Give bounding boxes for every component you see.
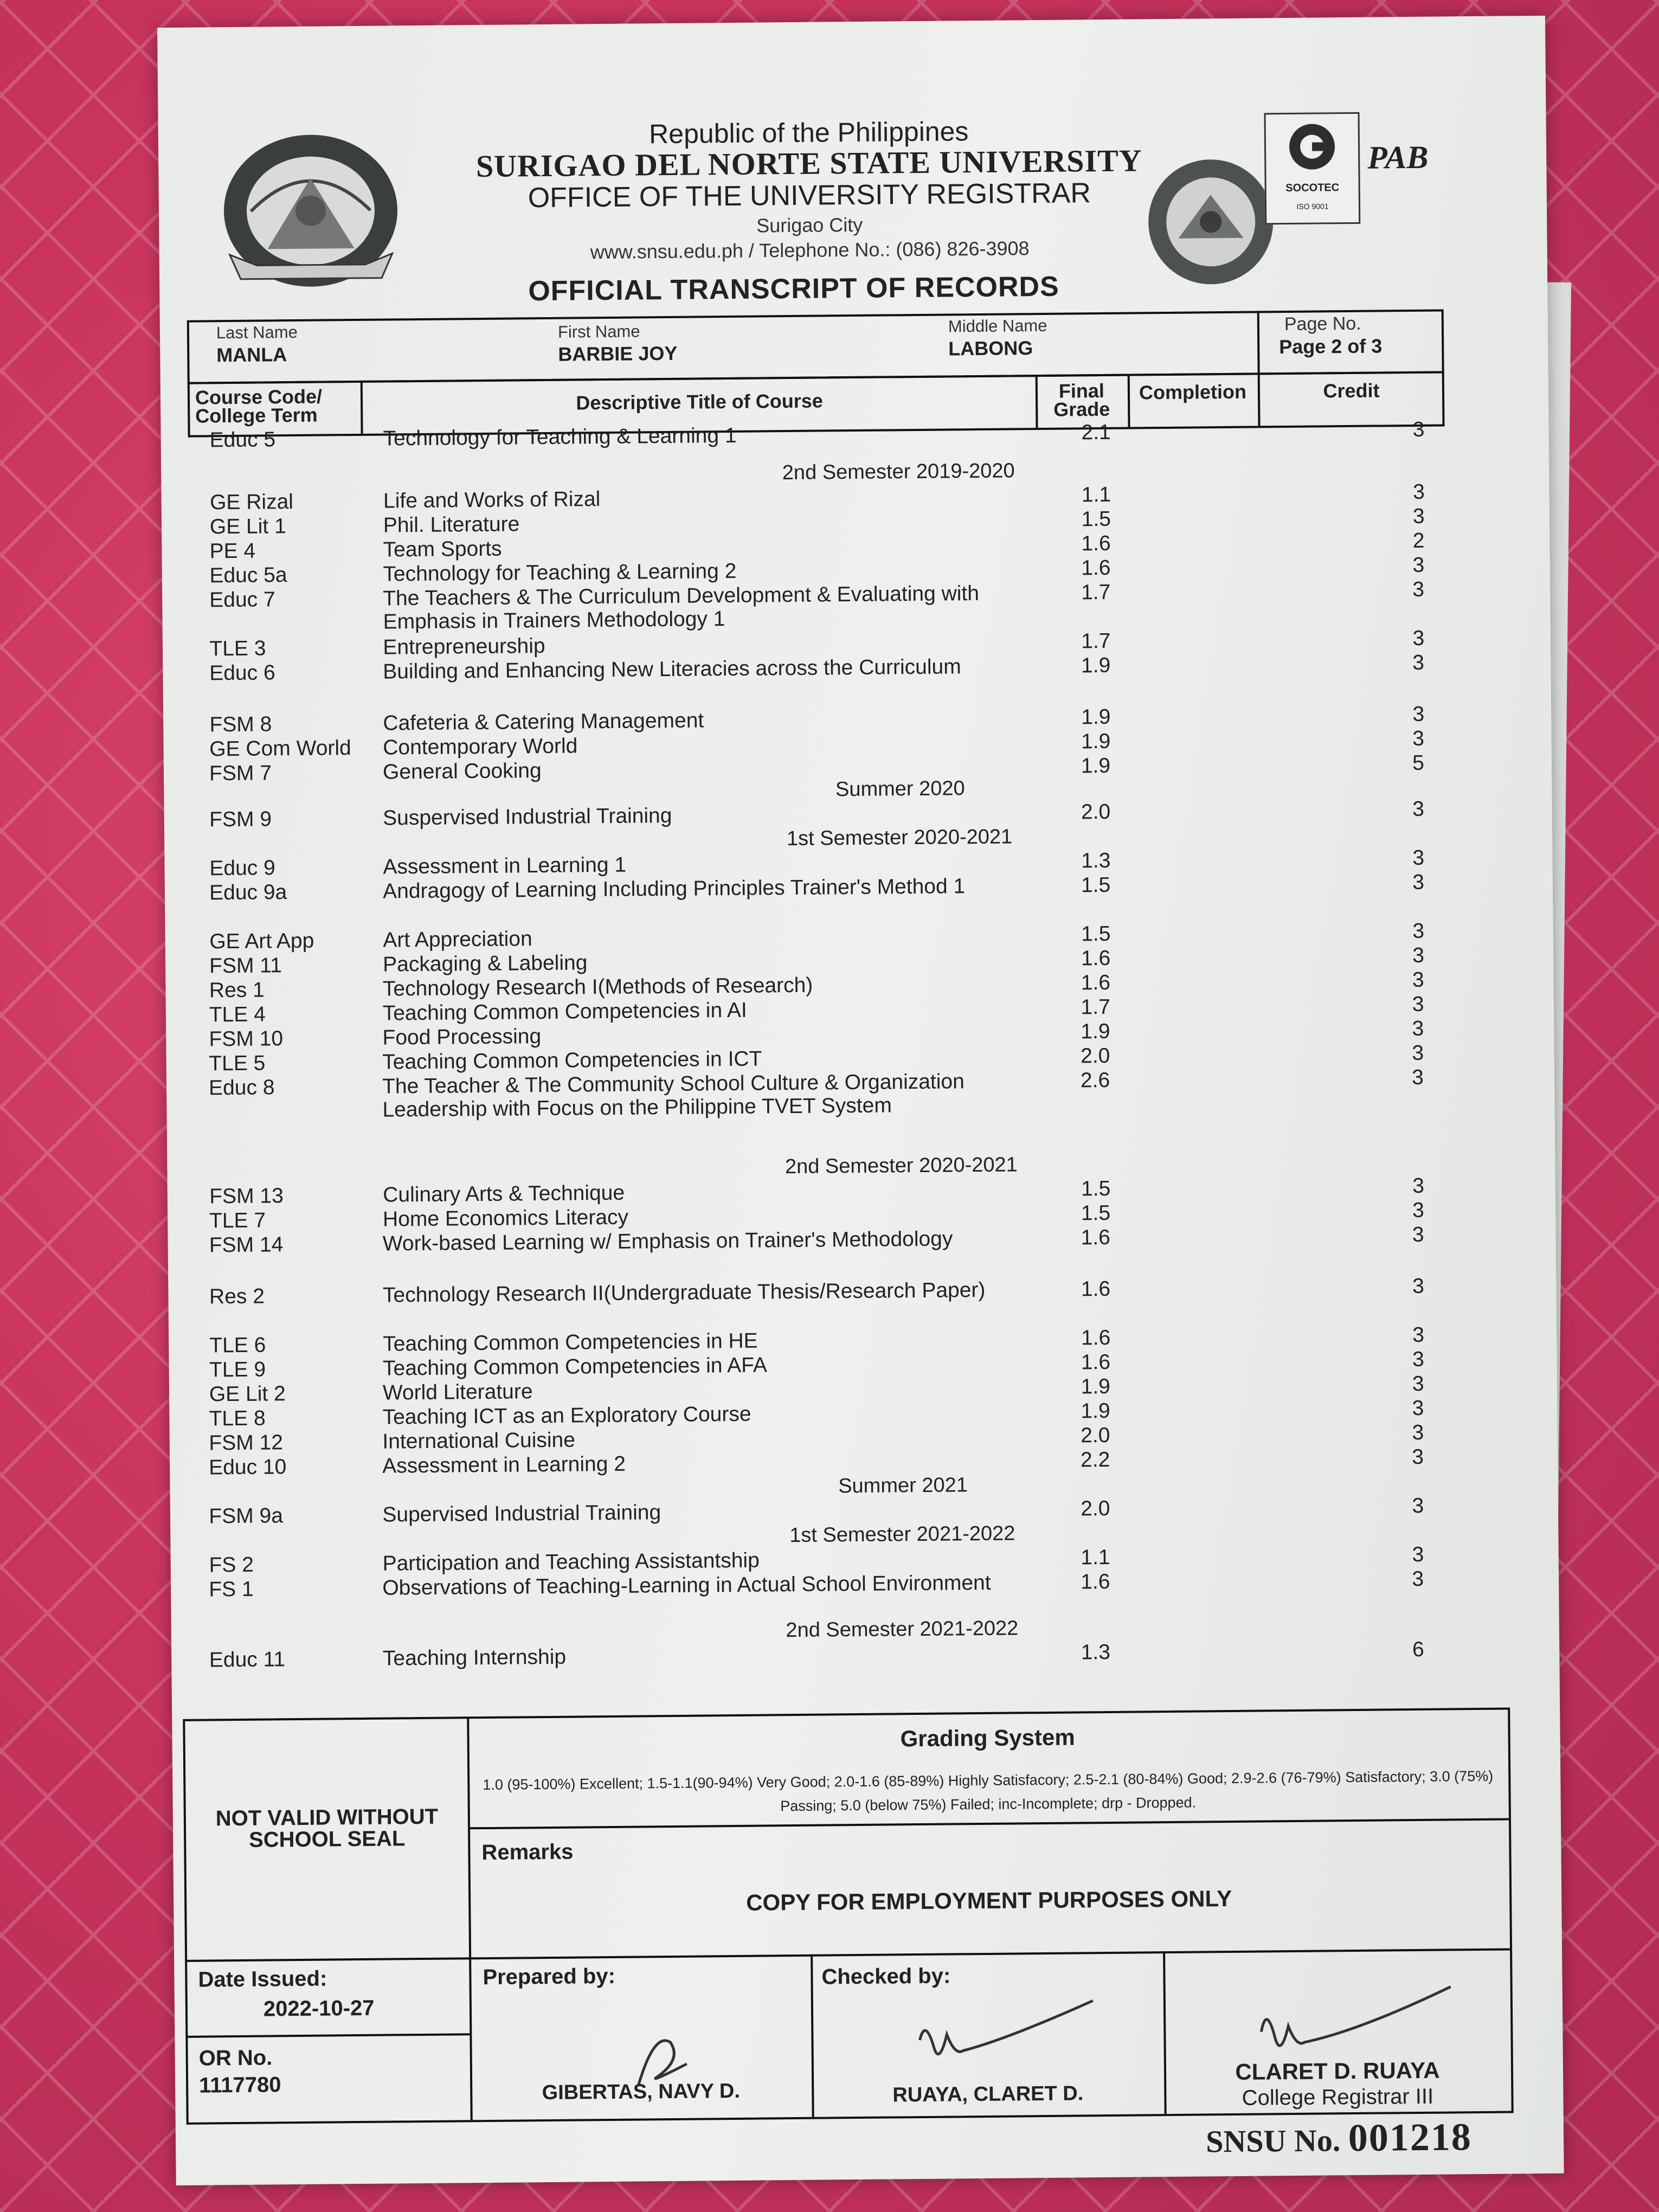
course-code: Educ 5 xyxy=(209,428,276,452)
course-code: PE 4 xyxy=(209,539,256,563)
last-name-label: Last Name xyxy=(216,322,298,343)
socotec-label: SOCOTEC xyxy=(1285,182,1340,195)
university-logo xyxy=(213,128,409,298)
course-code: FSM 11 xyxy=(209,954,282,978)
checked-signature-icon xyxy=(909,1995,1104,2084)
course-code: TLE 4 xyxy=(209,1002,266,1027)
registrar-signature-icon xyxy=(1250,1981,1457,2069)
final-grade: 1.9 xyxy=(1081,754,1111,778)
col-completion: Completion xyxy=(1139,380,1247,404)
course-title: Assessment in Learning 2 xyxy=(382,1452,626,1478)
course-code: FSM 9 xyxy=(209,807,272,832)
term-heading: 2nd Semester 2021-2022 xyxy=(786,1617,1019,1642)
course-title: Technology for Teaching & Learning 2 xyxy=(383,559,737,586)
course-title: Work-based Learning w/ Emphasis on Trainer's Methodology xyxy=(382,1227,953,1256)
credit: 3 xyxy=(1412,919,1425,943)
republic-line: Republic of the Philippines xyxy=(648,116,969,150)
course-code: Educ 6 xyxy=(209,661,275,685)
course-code: TLE 3 xyxy=(209,636,266,661)
snsu-label: SNSU No. xyxy=(1205,2123,1341,2159)
not-valid-notice: NOT VALID WITHOUT SCHOOL SEAL xyxy=(215,1804,439,1852)
course-title: Technology Research II(Undergraduate Thesis/Research Paper) xyxy=(382,1278,986,1307)
course-title: Observations of Teaching-Learning in Actual School Environment xyxy=(382,1571,991,1600)
date-issued-label: Date Issued: xyxy=(198,1966,327,1992)
final-grade: 1.6 xyxy=(1081,970,1111,995)
course-title: General Cooking xyxy=(382,759,542,784)
middle-name-label: Middle Name xyxy=(948,316,1047,336)
first-name-label: First Name xyxy=(557,321,640,342)
term-heading: 1st Semester 2020-2021 xyxy=(786,825,1013,851)
date-issued: 2022-10-27 xyxy=(263,1996,375,2021)
credit: 3 xyxy=(1412,726,1425,751)
course-title: Teaching Common Competencies in AI xyxy=(382,998,747,1025)
registrar-title: College Registrar III xyxy=(1242,2084,1434,2110)
credit: 3 xyxy=(1412,1567,1424,1591)
page-no-label: Page No. xyxy=(1284,313,1361,335)
contact-line: www.snsu.edu.ph / Telephone No.: (086) 826-3908 xyxy=(590,237,1030,263)
final-grade: 2.0 xyxy=(1080,1044,1110,1068)
course-title: Building and Enhancing New Literacies across the Curriculum xyxy=(383,655,961,684)
credit: 3 xyxy=(1412,1017,1424,1041)
course-code: FSM 10 xyxy=(209,1027,284,1051)
credit: 3 xyxy=(1412,504,1425,528)
final-grade: 2.0 xyxy=(1081,1496,1110,1521)
course-code: GE Art App xyxy=(209,929,314,954)
final-grade: 1.9 xyxy=(1081,729,1111,754)
socotec-certification xyxy=(1264,112,1360,225)
final-grade: 1.6 xyxy=(1081,1326,1111,1350)
prepared-by-name: GIBERTAS, NAVY D. xyxy=(542,2079,741,2105)
course-title: Teaching Common Competencies in HE xyxy=(383,1329,758,1356)
course-title: Assessment in Learning 1 xyxy=(383,853,627,879)
final-grade: 1.6 xyxy=(1081,1225,1111,1250)
course-title: Technology for Teaching & Learning 1 xyxy=(383,423,737,451)
course-code: Res 2 xyxy=(209,1284,265,1309)
credit: 3 xyxy=(1412,651,1425,675)
col-title: Descriptive Title of Course xyxy=(576,389,824,414)
credit: 3 xyxy=(1412,626,1425,651)
registrar-name: CLARET D. RUAYA xyxy=(1235,2057,1440,2085)
course-code: Educ 10 xyxy=(209,1455,287,1480)
course-row xyxy=(209,1274,1456,1309)
term-heading: 2nd Semester 2020-2021 xyxy=(785,1153,1018,1179)
course-code: Educ 11 xyxy=(209,1648,286,1672)
credit: 3 xyxy=(1412,1494,1424,1518)
final-grade: 1.3 xyxy=(1081,1640,1111,1664)
credit: 3 xyxy=(1412,480,1425,504)
university-name: SURIGAO DEL NORTE STATE UNIVERSITY xyxy=(475,143,1142,184)
socotec-logo-icon xyxy=(1266,114,1359,179)
final-grade: 2.1 xyxy=(1081,420,1111,445)
course-code: Educ 8 xyxy=(208,1076,275,1100)
final-grade: 1.7 xyxy=(1081,580,1111,605)
final-grade: 1.6 xyxy=(1081,946,1111,970)
final-grade: 1.6 xyxy=(1081,1277,1111,1301)
final-grade: 1.6 xyxy=(1081,1350,1111,1374)
document-title: OFFICIAL TRANSCRIPT OF RECORDS xyxy=(528,271,1060,307)
letterhead xyxy=(413,113,1206,265)
credit: 3 xyxy=(1412,577,1425,602)
final-grade: 1.1 xyxy=(1081,1545,1110,1570)
last-name: MANLA xyxy=(216,343,287,366)
credit: 3 xyxy=(1412,1372,1424,1396)
col-credit: Credit xyxy=(1323,379,1380,402)
city: Surigao City xyxy=(756,213,863,237)
iso-label: ISO 9001 xyxy=(1296,202,1329,211)
pab-accreditation xyxy=(1367,117,1444,226)
grading-system-text: 1.0 (95-100%) Excellent; 1.5-1.1(90-94%) Very Good; 2.0-1.6 (85-89%) Highly Satisfacory; 2.5-2.1 (80-84%) Good; 2.9-2.6 (76-79%) Satisfactory; 3.0 (75%) Passing; 5.0 (below 75%) Failed; inc-Incomplete; drp - Dropped. xyxy=(483,1767,1494,1815)
course-code: TLE 6 xyxy=(209,1333,266,1358)
final-grade: 1.9 xyxy=(1081,1374,1111,1399)
course-code: TLE 5 xyxy=(209,1051,266,1076)
office-name: OFFICE OF THE UNIVERSITY REGISTRAR xyxy=(528,177,1091,214)
course-code: FSM 8 xyxy=(209,712,272,737)
course-title: Team Sports xyxy=(383,537,502,562)
course-title: World Literature xyxy=(382,1380,533,1405)
registrar-seal xyxy=(1145,156,1276,287)
credit: 3 xyxy=(1412,1323,1425,1347)
course-title: Teaching Common Competencies in AFA xyxy=(382,1353,768,1380)
course-title: International Cuisine xyxy=(382,1428,576,1454)
final-grade: 1.9 xyxy=(1081,1399,1110,1423)
course-title: Suspervised Industrial Training xyxy=(382,803,672,830)
transcript-page xyxy=(157,16,1564,2185)
course-code: FSM 12 xyxy=(209,1431,284,1455)
final-grade: 1.6 xyxy=(1081,1570,1110,1594)
term-heading: Summer 2021 xyxy=(838,1474,968,1498)
final-grade: 1.5 xyxy=(1081,922,1111,946)
course-code: TLE 9 xyxy=(209,1358,266,1382)
course-code: FS 2 xyxy=(209,1553,254,1577)
final-grade: 2.0 xyxy=(1081,1423,1110,1448)
course-title: The Teacher & The Community School Culture & Organization Leadership with Focus on the Philippine TVET System xyxy=(382,1070,965,1122)
credit: 3 xyxy=(1412,1174,1425,1198)
course-title: Cafeteria & Catering Management xyxy=(383,709,704,735)
middle-name: LABONG xyxy=(948,337,1033,360)
credit: 6 xyxy=(1412,1637,1424,1662)
course-title: Supervised Industrial Training xyxy=(382,1501,661,1527)
final-grade: 1.5 xyxy=(1081,1201,1111,1225)
grading-system-title: Grading System xyxy=(900,1724,1075,1752)
col-final-grade: Final Grade xyxy=(1053,379,1110,421)
credit: 3 xyxy=(1412,797,1425,821)
course-title: Teaching Common Competencies in ICT xyxy=(382,1047,762,1074)
term-heading: 1st Semester 2021-2022 xyxy=(789,1522,1015,1547)
credit: 2 xyxy=(1412,529,1425,552)
credit: 3 xyxy=(1412,1041,1424,1065)
course-title: Contemporary World xyxy=(383,734,578,760)
final-grade: 1.9 xyxy=(1081,653,1111,678)
course-title: Technology Research I(Methods of Research) xyxy=(382,973,813,1001)
final-grade: 1.7 xyxy=(1081,629,1111,653)
course-title: Food Processing xyxy=(382,1025,542,1050)
course-code: GE Lit 2 xyxy=(209,1382,286,1406)
course-title: Participation and Teaching Assistantship xyxy=(382,1548,760,1576)
page-number: Page 2 of 3 xyxy=(1279,335,1382,358)
credit: 3 xyxy=(1411,1065,1424,1090)
credit: 3 xyxy=(1412,870,1425,895)
course-code: TLE 8 xyxy=(209,1406,266,1431)
remarks-text: COPY FOR EMPLOYMENT PURPOSES ONLY xyxy=(745,1886,1232,1915)
remarks-label: Remarks xyxy=(481,1840,574,1865)
credit: 3 xyxy=(1412,1274,1425,1298)
course-title: Andragogy of Learning Including Principles Trainer's Method 1 xyxy=(382,874,966,903)
final-grade: 1.6 xyxy=(1081,556,1111,580)
course-title: The Teachers & The Curriculum Development & Evaluating with Emphasis in Trainers Methodology 1 xyxy=(383,581,980,634)
checked-by-name: RUAYA, CLARET D. xyxy=(892,2082,1084,2107)
pab-logo: PAB xyxy=(1367,139,1429,176)
course-code: FSM 13 xyxy=(209,1184,284,1208)
credit: 3 xyxy=(1412,1198,1425,1223)
prepared-by-label: Prepared by: xyxy=(483,1964,616,1990)
snsu-number xyxy=(1206,2114,1472,2162)
final-grade: 1.5 xyxy=(1081,873,1111,897)
course-row xyxy=(209,702,1456,737)
course-title: Life and Works of Rizal xyxy=(383,487,601,513)
credit: 3 xyxy=(1412,846,1425,870)
credit: 3 xyxy=(1412,1420,1424,1445)
course-code: Educ 7 xyxy=(209,588,275,612)
final-grade: 2.0 xyxy=(1081,800,1111,824)
credit: 3 xyxy=(1412,968,1424,992)
credit: 3 xyxy=(1412,553,1425,577)
course-code: FSM 7 xyxy=(209,761,272,786)
first-name: BARBIE JOY xyxy=(558,342,678,365)
credit: 3 xyxy=(1412,1542,1424,1567)
course-code: Educ 9a xyxy=(209,880,287,905)
course-row xyxy=(209,1323,1456,1358)
term-heading: 2nd Semester 2019-2020 xyxy=(782,459,1015,485)
course-row xyxy=(209,919,1456,954)
credit: 3 xyxy=(1412,1347,1424,1372)
course-code: TLE 7 xyxy=(209,1208,266,1233)
course-title: Art Appreciation xyxy=(383,927,532,952)
final-grade: 1.3 xyxy=(1081,848,1111,873)
or-number-label: OR No. xyxy=(198,2046,273,2070)
course-title: Entrepreneurship xyxy=(383,634,545,659)
final-grade: 1.5 xyxy=(1081,1176,1111,1201)
course-code: FSM 14 xyxy=(209,1233,284,1257)
course-code: Educ 9 xyxy=(209,856,275,880)
credit: 3 xyxy=(1412,992,1424,1017)
credit: 3 xyxy=(1412,1445,1424,1469)
credit: 3 xyxy=(1412,943,1425,968)
final-grade: 1.9 xyxy=(1081,1019,1110,1044)
final-grade: 1.9 xyxy=(1081,705,1111,729)
final-grade: 1.6 xyxy=(1081,531,1111,556)
credit: 3 xyxy=(1412,1396,1424,1420)
col-course-code: Course Code/ College Term xyxy=(195,385,323,427)
credit: 3 xyxy=(1412,702,1425,726)
course-title: Culinary Arts & Technique xyxy=(383,1181,625,1207)
course-title: Phil. Literature xyxy=(383,512,520,537)
course-code: Res 1 xyxy=(209,978,265,1002)
course-code: FS 1 xyxy=(209,1577,254,1602)
final-grade: 1.1 xyxy=(1081,483,1111,507)
final-grade: 2.2 xyxy=(1080,1448,1110,1472)
course-title: Home Economics Literacy xyxy=(382,1205,629,1231)
course-code: Educ 5a xyxy=(209,563,287,588)
final-grade: 1.7 xyxy=(1081,995,1110,1019)
course-title: Teaching ICT as an Exploratory Course xyxy=(382,1402,751,1429)
course-code: GE Rizal xyxy=(209,490,294,515)
credit: 3 xyxy=(1412,1223,1424,1247)
final-grade: 1.5 xyxy=(1081,507,1111,531)
final-grade: 2.6 xyxy=(1080,1068,1110,1092)
term-heading: Summer 2020 xyxy=(835,777,965,801)
or-number: 1117780 xyxy=(198,2073,281,2098)
course-code: GE Lit 1 xyxy=(209,515,286,539)
course-title: Teaching Internship xyxy=(382,1645,567,1670)
course-code: GE Com World xyxy=(209,736,351,761)
checked-by-label: Checked by: xyxy=(821,1964,951,1989)
course-title: Packaging & Labeling xyxy=(382,951,588,976)
course-code: FSM 9a xyxy=(209,1504,284,1528)
snsu-serial: 001218 xyxy=(1348,2115,1472,2160)
credit: 5 xyxy=(1412,751,1425,775)
credit: 3 xyxy=(1412,417,1425,441)
transcript-footer xyxy=(183,1708,1513,2125)
